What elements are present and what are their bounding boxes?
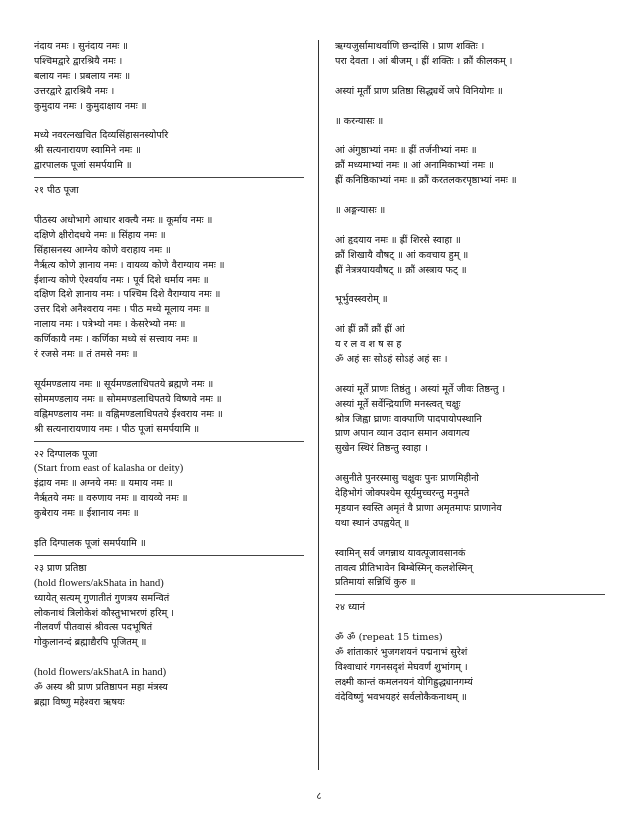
- text-line: श्रोत्र जिह्वा घ्राणः वाक्पाणि पादपायोपस्थानि: [335, 413, 482, 425]
- blank-line: [335, 70, 605, 85]
- text-line: ध्यायेत् सत्यम् गुणातीतं गुणत्रय समन्वितं: [34, 592, 170, 604]
- text-line: २४ ध्यानं: [335, 602, 366, 614]
- blank-line: [335, 129, 605, 144]
- text-line: ॐ अस्य श्री प्राण प्रतिष्ठापन महा मंत्रस्य: [34, 682, 168, 694]
- text-line: सिंहासनस्य आग्नेय कोणे वराहाय नमः ॥: [34, 244, 171, 256]
- blank-line: [335, 278, 605, 293]
- text-line: नैरृत्य कोणे ज्ञानाय नमः । वायव्य कोणे वैराग्याय नमः ॥: [34, 259, 225, 271]
- text-line: वह्निमण्डलाय नमः ॥ वह्निमण्डलाधिपतये ईश्वराय नमः ॥: [34, 408, 223, 420]
- blank-line: [34, 651, 304, 666]
- column-divider: [318, 40, 319, 770]
- section-rule: [335, 594, 605, 595]
- text-line: लक्ष्मी कान्तं कमलनयनं योगिह्रुद्ध्यानगम्यं: [335, 676, 473, 688]
- text-line: उत्तर दिशे अनैश्वराय नमः । पीठ मध्ये मूलाय नमः ॥: [34, 304, 210, 316]
- text-line: प्राण अपान व्यान उदान समान अवागत्य: [335, 428, 470, 440]
- section-rule: [34, 177, 304, 178]
- text-line: ॐ शांताकारं भुजगशयनं पद्मनाभं सुरेशं: [335, 647, 468, 659]
- text-line: प्रतिमायां सन्निधिं कुरु ॥: [335, 577, 416, 589]
- text-line: पश्चिमद्वारे द्वारश्रियै नमः ।: [34, 55, 123, 67]
- text-line: वंदेविष्णुं भवभयहरं सर्वलोकैकनाथम् ॥: [335, 691, 467, 703]
- text-line: परा देवता । आं बीजम् । ह्रीं शक्तिः । क्रौं कीलकम् ।: [335, 55, 513, 67]
- text-line: ईशान्य कोणे ऐश्वर्याय नमः । पूर्व दिशे धर्माय नमः ॥: [34, 274, 209, 286]
- text-line: उत्तरद्वारे द्वारश्रियै नमः ।: [34, 85, 115, 97]
- text-line: इंद्राय नमः ॥ अग्नये नमः ॥ यमाय नमः ॥: [34, 478, 173, 490]
- text-line: २२ दिग्पालक पूजा: [34, 448, 98, 460]
- right-column: [335, 40, 605, 706]
- text-line: यथा स्थानं उपह्वयेत् ॥: [335, 517, 410, 529]
- blank-line: [335, 100, 605, 115]
- text-line: मृडयान स्वस्ति अमृतं वै प्राणा अमृतमापः प्राणानेव: [335, 502, 502, 514]
- blank-line: [335, 532, 605, 547]
- instruction-line: (Start from east of kalasha or deity): [34, 463, 184, 475]
- page-number: ८: [316, 791, 322, 802]
- section-rule: [34, 555, 304, 556]
- text-line: आं ह्रीं क्रौं क्रौं ह्रीं आं: [335, 324, 405, 336]
- text-line: रं रजसे नमः ॥ तं तमसे नमः ॥: [34, 349, 138, 361]
- text-line: क्रौं शिखायै वौषट् ॥ आं कवचाय हुम् ॥: [335, 249, 469, 261]
- text-line: पीठस्य अधोभागे आधार शक्त्यै नमः ॥ कूर्माय नमः ॥: [34, 214, 213, 226]
- blank-line: [34, 115, 304, 130]
- text-line: ऋग्यजुर्सामाथर्वाणि छन्दांसि । प्राण शक्तिः ।: [335, 41, 485, 52]
- text-line: ह्रीं कनिष्ठिकाभ्यां नमः ॥ क्रौं करतलकरपृष्ठाभ्यां नमः ॥: [335, 175, 517, 187]
- text-line: भूर्भुवस्स्वरोम् ॥: [335, 294, 388, 306]
- text-line: दक्षिणे क्षीरोदधये नमः ॥ सिंहाय नमः ॥: [34, 229, 166, 241]
- text-line: दक्षिण दिशे ज्ञानाय नमः । पश्चिम दिशे वैराग्याय नमः ॥: [34, 289, 221, 301]
- text-line: ब्रह्मा विष्णु महेश्वरा ऋषयः: [34, 696, 125, 708]
- text-line: सूर्यमण्डलाय नमः ॥ सूर्यमण्डलाधिपतये ब्रह्मणे नमः ॥: [34, 378, 214, 390]
- text-line: कर्णिकायै नमः । कर्णिका मध्ये सं सत्त्वाय नमः ॥: [34, 334, 198, 346]
- text-line: स्वामिन् सर्व जगन्नाथ यावत्पूजावसानकं: [335, 547, 466, 559]
- text-line: इति दिग्पालक पूजां समर्पयामि ॥: [34, 537, 146, 549]
- text-line: २१ पीठ पूजा: [34, 185, 79, 197]
- text-line: गोकुलानन्दं ब्रह्माद्यैरपि पूजितम् ॥: [34, 637, 147, 649]
- text-line: अस्यां मूर्तें प्राणः तिष्ठंतु । अस्यां मूर्ते जीवः तिष्ठन्तु ।: [335, 383, 506, 395]
- instruction-line: (hold flowers/akShata in hand): [34, 577, 164, 589]
- text-line: देहिभोगं जोक्पश्येम सूर्यमुच्चरन्तु मनुमते: [335, 488, 470, 500]
- text-line: तावत्व प्रीतिभावेन बिम्बेस्मिन् कलशेस्मिन्: [335, 562, 473, 574]
- text-line: मध्ये नवरत्नखचित दिव्यसिंहासनस्योपरि: [34, 130, 169, 142]
- blank-line: [335, 616, 605, 631]
- text-line: ॐ अहं सः सोऽहं सोऽहं अहं सः ।: [335, 353, 448, 365]
- text-line: सुखेन स्थिरं तिष्ठन्तु स्वाहा ।: [335, 443, 428, 455]
- text-line: य र ल व श ष स ह: [335, 339, 402, 351]
- text-line: बलाय नमः । प्रबलाय नमः ॥: [34, 70, 131, 82]
- left-column: [34, 40, 304, 711]
- text-line: क्रौं मध्यमाभ्यां नमः ॥ आं अनामिकाभ्यां नमः ॥: [335, 160, 494, 172]
- text-line: विश्वाधारं गगनसदृशं मेघवर्णं शुभांगम् ।: [335, 661, 468, 673]
- text-line: ॥ अङ्गन्यासः ॥: [335, 204, 386, 216]
- text-line: ह्रीं नेत्रत्रयायवौषट् ॥ क्रौं अस्त्राय फट् ॥: [335, 264, 467, 276]
- blank-line: [34, 363, 304, 378]
- text-line: असुनीते पुनरस्मासु चक्षुवः पुनः प्राणमिहीनो: [335, 473, 479, 485]
- text-line: लोकनाथं त्रिलोकेशं कौस्तुभाभरणं हरिम् ।: [34, 607, 174, 619]
- text-line: नंदाय नमः । सुनंदाय नमः ॥: [34, 41, 129, 52]
- text-line: आं अंगुष्ठाभ्यां नमः ॥ ह्रीं तर्जनीभ्यां नमः ॥: [335, 145, 477, 157]
- text-line: ॐ ॐ (repeat 15 times): [335, 632, 443, 644]
- blank-line: [335, 368, 605, 383]
- text-line: श्री सत्यनारायणाय नमः । पीठ पूजां समर्पयामि ॥: [34, 423, 200, 435]
- blank-line: [335, 219, 605, 234]
- text-line: द्वारपालक पूजां समर्पयामि ॥: [34, 160, 132, 172]
- text-line: कुबेराय नमः ॥ ईशानाय नमः ॥: [34, 508, 139, 520]
- text-line: अस्यां मूर्तौ प्राण प्रतिष्ठा सिद्ध्यर्थे जपे विनियोगः ॥: [335, 85, 503, 97]
- text-line: ॥ करन्यासः ॥: [335, 115, 384, 127]
- section-rule: [34, 441, 304, 442]
- text-line: श्री सत्यनारायण स्वामिने नमः ॥: [34, 145, 141, 157]
- blank-line: [335, 457, 605, 472]
- blank-line: [335, 189, 605, 204]
- blank-line: [34, 199, 304, 214]
- blank-line: [34, 522, 304, 537]
- text-line: अस्यां मूर्ते सर्वेन्द्रियाणि मनस्त्वत् चक्षुः: [335, 398, 461, 410]
- text-line: सोममण्डलाय नमः ॥ सोममण्डलाधिपतये विष्णवे नमः ॥: [34, 393, 222, 405]
- text-line: २३ प्राण प्रतिष्ठा: [34, 562, 87, 574]
- blank-line: [335, 308, 605, 323]
- text-line: कुमुदाय नमः । कुमुदाक्षाय नमः ॥: [34, 100, 147, 112]
- instruction-line: (hold flowers/akShatA in hand): [34, 667, 167, 679]
- text-line: नैरृतये नमः ॥ वरुणाय नमः ॥ वायव्ये नमः ॥: [34, 493, 188, 505]
- text-line: नीलवर्णं पीतवासं श्रीवत्स पदभूषितं: [34, 622, 153, 634]
- text-line: नालाय नमः । पत्रेभ्यो नमः । केसरेभ्यो नमः ॥: [34, 319, 186, 331]
- text-line: आं हृदयाय नमः ॥ ह्रीं शिरसे स्वाहा ॥: [335, 234, 461, 246]
